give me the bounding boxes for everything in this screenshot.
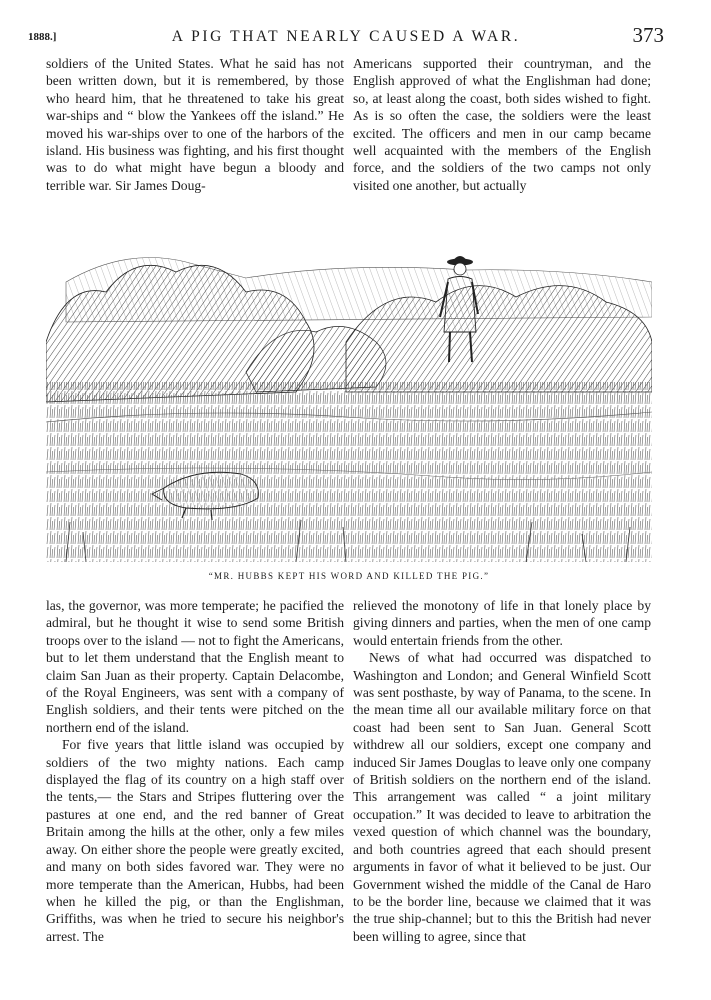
paragraph: For five years that little island was occupied by soldiers of the two mighty nations. Each camp displayed the flag of its country on a high staff over the tents,— the Stars and Stripes fluttering over the pastures at one end, and the red banner of Great Britain among the hills at the other, only a few miles away. On either shore the people were greatly excited, and many on both sides favored war. They were no more temperate than the American, Hubbs, had been when he killed the pig, or than the Englishman, Griffiths, was when he tried to secure his neighbor's arrest. The: [46, 737, 344, 944]
paragraph: soldiers of the United States. What he said has not been written down, but it is remembered, by those who heard him, that he threatened to take his great war-ships and “ blow the Yankees off the island.” He moved his war-ships over to one of the harbors of the island. His business was fighting, and his first thought was to do what might have begun a bloody and terrible war. Sir James Doug-: [46, 56, 344, 193]
illustration-caption: “MR. HUBBS KEPT HIS WORD AND KILLED THE PIG.”: [208, 571, 490, 581]
running-header: [28, 23, 664, 53]
paragraph: relieved the monotony of life in that lonely place by giving dinners and parties, when the men of one camp would entertain friends from the other.: [353, 598, 651, 648]
article-title: A PIG THAT NEARLY CAUSED A WAR.: [171, 28, 521, 45]
top-right-column: [353, 55, 651, 194]
engraving-illustration: [46, 222, 652, 562]
page-number: 373: [632, 23, 664, 47]
top-left-column: [46, 55, 344, 194]
paragraph: las, the governor, was more temperate; he pacified the admiral, but he thought it wise to send some British troops over to the island — not to fight the Americans, but to let them understand that the English meant to claim San Juan as their property. Captain Delacombe, of the Royal Engineers, was sent with a company of English soldiers, and their tents were pitched on the northern end of the island.: [46, 598, 344, 735]
paragraph: News of what had occurred was dispatched to Washington and London; and General Winfield Scott was sent posthaste, by way of Panama, to the scene. In the mean time all our available military force on that coast had been sent to San Juan. General Scott withdrew all our soldiers, except one company and induced Sir James Douglas to leave only one company of British soldiers on the northern end of the island. This arrangement was called “ a joint military occupation.” It was decided to leave to arbitration the vexed question of which channel was the boundary, and both countries agreed that each should present arguments in favor of what it believed to be just. Our Government wished the middle of the Canal de Haro to be the border line, because we claimed that it was the true ship-channel; but to this the British had never been willing to agree, since that: [353, 650, 651, 944]
issue-year: 1888.]: [28, 31, 57, 43]
bottom-right-column: [353, 597, 651, 945]
paragraph: Americans supported their countryman, and the English approved of what the Englishman had done; so, at least along the coast, both sides wished to fight. As is so often the case, the soldiers were the least excited. The officers and men in our camp became well acquainted with the members of the English force, and the soldiers of the two camps not only visited one another, but actually: [353, 56, 651, 193]
bottom-left-column: [46, 597, 344, 945]
